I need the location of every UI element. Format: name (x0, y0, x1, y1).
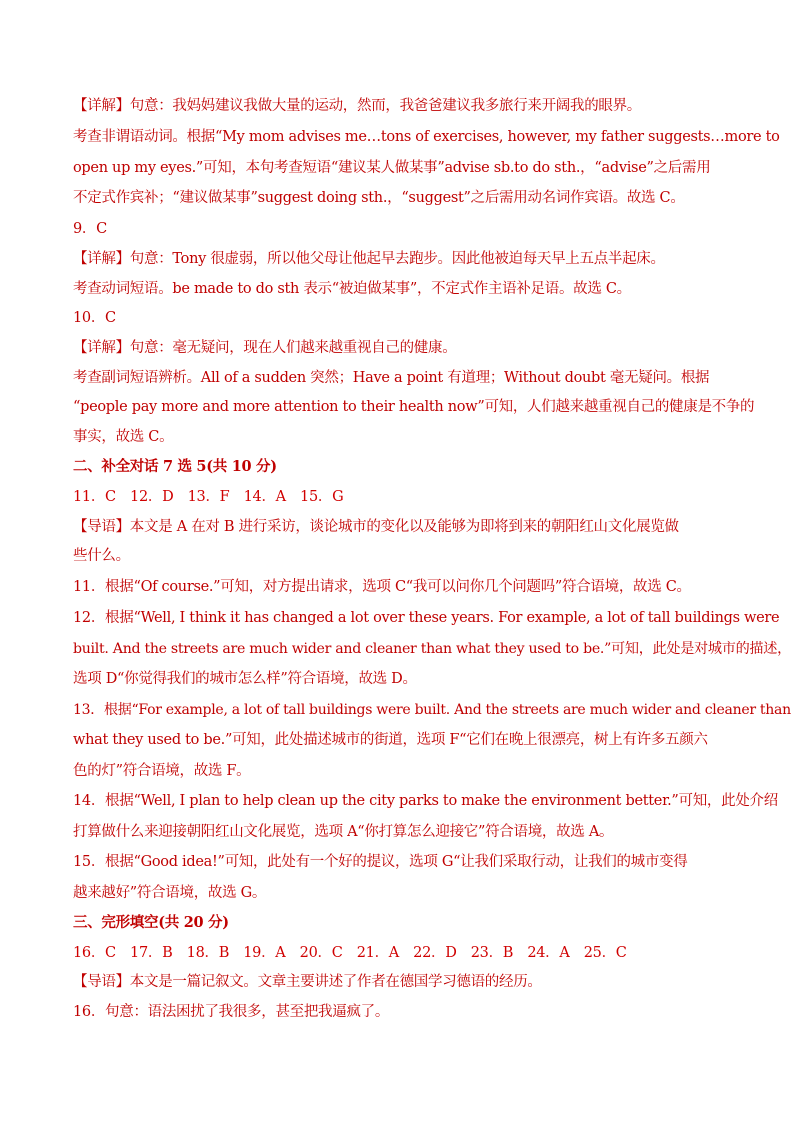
text-line: 12．根据“Well, I think it has changed a lot over these years. For example, a lot of tall buildings were (73, 610, 780, 626)
text-line: 13．根据“For example, a lot of tall buildings were built. And the streets are much wider and cleaner than (73, 702, 791, 718)
text-line: 16．句意：语法困扰了我很多，甚至把我逼疯了。 (73, 1004, 390, 1020)
text-line: 越来越好”符合语境，故选 G。 (73, 885, 267, 901)
text-line: 打算做什么来迎接朝阳红山文化展览，选项 A“你打算怎么迎接它”符合语境，故选 A。 (73, 824, 614, 840)
text-line: “people pay more and more attention to their health now”可知，人们越来越重视自己的健康是不争的 (73, 399, 755, 415)
text-line: 些什么。 (73, 548, 130, 564)
text-line: 【详解】句意：Tony 很虚弱，所以他父母让他起早去跑步。因此他被迫每天早上五点半起床。 (73, 251, 665, 267)
answer-line: 16．C 17．B 18．B 19．A 20．C 21．A 22．D 23．B 24．A 25．C (73, 945, 627, 961)
text-line: 事实，故选 C。 (73, 429, 174, 445)
text-line: 考查副词短语辨析。All of a sudden 突然；Have a point 有道理；Without doubt 毫无疑问。根据 (73, 370, 710, 386)
text-line: 14．根据“Well, I plan to help clean up the city parks to make the environment better.”可知，此处介绍 (73, 793, 778, 809)
answer-line: 11．C 12．D 13．F 14．A 15．G (73, 489, 344, 505)
text-line: 考查非谓语动词。根据“My mom advises me…tons of exercises, however, my father suggests…more to (73, 129, 780, 145)
text-line: 色的灯”符合语境，故选 F。 (73, 763, 251, 779)
text-line: 不定式作宾补；“建议做某事”suggest doing sth.，“suggest”之后需用动名词作宾语。故选 C。 (73, 190, 685, 206)
text-line: 【导语】本文是一篇记叙文。文章主要讲述了作者在德国学习德语的经历。 (73, 974, 542, 990)
text-line: 11．根据“Of course.”可知，对方提出请求，选项 C“我可以问你几个问题吗”符合语境，故选 C。 (73, 579, 691, 595)
text-line: 【导语】本文是 A 在对 B 进行采访，谈论城市的变化以及能够为即将到来的朝阳红山文化展览做 (73, 519, 679, 535)
text-line: open up my eyes.”可知，本句考查短语“建议某人做某事”advise sb.to do sth.，“advise”之后需用 (73, 160, 711, 176)
text-line: what they used to be.”可知，此处描述城市的街道，选项 F“它们在晚上很漂亮，树上有许多五颜六 (73, 732, 708, 748)
section-heading: 二、补全对话 7 选 5(共 10 分) (73, 458, 277, 475)
text-line: 选项 D“你觉得我们的城市怎么样”符合语境，故选 D。 (73, 671, 417, 687)
text-line: 【详解】句意：毫无疑问，现在人们越来越重视自己的健康。 (73, 340, 457, 356)
answer-line: 10．C (73, 310, 116, 326)
text-line: 15．根据“Good idea!”可知，此处有一个好的提议，选项 G“让我们采取行动，让我们的城市变得 (73, 854, 688, 870)
section-heading: 三、完形填空(共 20 分) (73, 914, 229, 931)
text-line: 考查动词短语。be made to do sth 表示“被迫做某事”，不定式作主语补足语。故选 C。 (73, 281, 631, 297)
answer-line: 9．C (73, 221, 107, 237)
text-line: built. And the streets are much wider and cleaner than what they used to be.”可知，此处是对城市的描述， (73, 641, 791, 657)
text-line: 【详解】句意：我妈妈建议我做大量的运动，然而，我爸爸建议我多旅行来开阔我的眼界。 (73, 98, 641, 114)
